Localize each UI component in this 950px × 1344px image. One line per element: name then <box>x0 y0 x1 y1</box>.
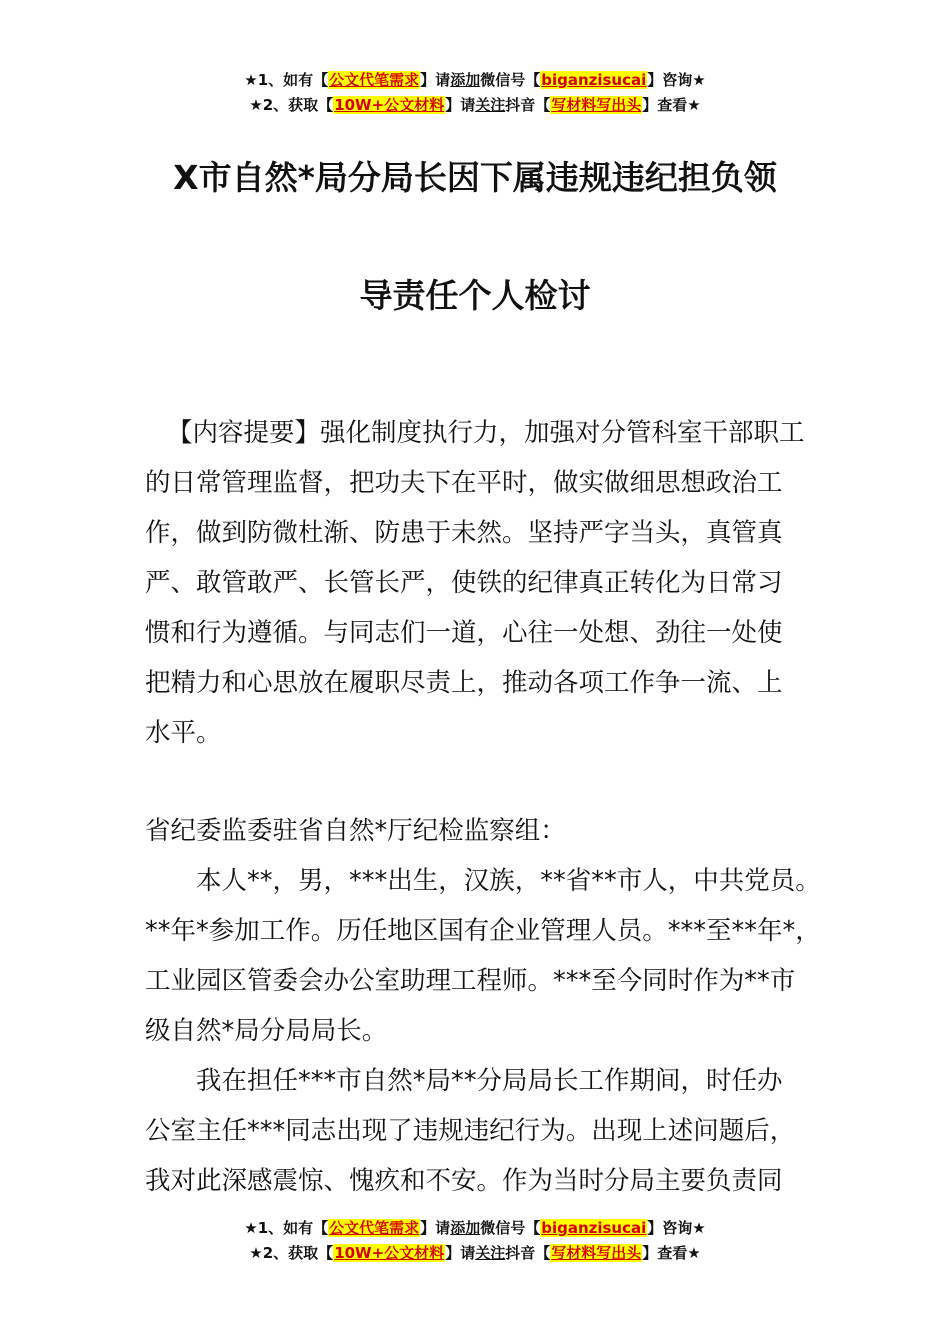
banner-text: 】请 <box>420 71 451 89</box>
salutation <box>145 806 810 856</box>
materials-highlight: 10W+公文材料 <box>334 96 445 114</box>
document-title-line-1: X市自然*局分局长因下属违规违纪担负领 <box>173 158 777 197</box>
banner-text: 】请 <box>445 1244 476 1262</box>
summary-line: 惯和行为遵循。与同志们一道，心往一处想、劲往一处使 <box>145 618 783 648</box>
bottom-banner <box>0 1216 950 1266</box>
banner-text: 抖音【 <box>505 96 551 114</box>
summary-line: 【内容提要】强化制度执行力，加强对分管科室干部职工 <box>167 418 805 448</box>
summary-line: 把精力和心思放在履职尽责上，推动各项工作争一流、上 <box>145 668 783 698</box>
douyin-account-highlight: 写材料写出头 <box>551 96 642 114</box>
summary-line: 的日常管理监督，把功夫下在平时，做实做细思想政治工 <box>145 468 783 498</box>
summary-paragraph <box>145 408 810 758</box>
banner-text: 】咨询★ <box>647 1219 706 1237</box>
banner-text: 】咨询★ <box>647 71 706 89</box>
douyin-account-highlight: 写材料写出头 <box>551 1244 642 1262</box>
banner-text: ★1、如有【 <box>244 71 329 89</box>
service-highlight: 公文代笔需求 <box>329 1219 420 1237</box>
document-title-line-2: 导责任个人检讨 <box>359 276 591 315</box>
summary-line: 作，做到防微杜渐、防患于未然。坚持严字当头，真管真 <box>145 518 783 548</box>
banner-text: ★1、如有【 <box>244 1219 329 1237</box>
banner-text: 】查看★ <box>642 1244 701 1262</box>
banner-line-2 <box>0 1241 950 1266</box>
body-line: 本人**，男，***出生，汉族，**省**市人，中共党员。 <box>196 866 821 896</box>
banner-text: 微信号【 <box>480 71 541 89</box>
wechat-id-highlight: biganzisucai <box>541 1219 647 1237</box>
banner-text: 微信号【 <box>480 1219 541 1237</box>
body-line: 我对此深感震惊、愧疚和不安。作为当时分局主要负责同 <box>145 1166 783 1196</box>
summary-line: 严、敢管敢严、长管长严，使铁的纪律真正转化为日常习 <box>145 568 783 598</box>
body-paragraph-1 <box>145 856 821 1056</box>
banner-line-1 <box>0 68 950 93</box>
body-line: 工业园区管委会办公室助理工程师。***至今同时作为**市 <box>145 966 796 996</box>
banner-text: ★2、获取【 <box>249 1244 334 1262</box>
salutation-text: 省纪委监委驻省自然*厅纪检监察组： <box>145 816 566 846</box>
banner-text: 】查看★ <box>642 96 701 114</box>
banner-text: ★2、获取【 <box>249 96 334 114</box>
body-line: 公室主任***同志出现了违规违纪行为。出现上述问题后， <box>145 1116 796 1146</box>
follow-underlined: 关注 <box>475 96 506 114</box>
banner-line-1 <box>0 1216 950 1241</box>
banner-text: 抖音【 <box>505 1244 551 1262</box>
banner-text: 】请 <box>420 1219 451 1237</box>
body-line: **年*参加工作。历任地区国有企业管理人员。***至**年*， <box>145 916 821 946</box>
body-paragraph-2 <box>145 1056 810 1206</box>
summary-line: 水平。 <box>145 718 222 748</box>
materials-highlight: 10W+公文材料 <box>334 1244 445 1262</box>
follow-underlined: 关注 <box>475 1244 506 1262</box>
banner-text: 】请 <box>445 96 476 114</box>
body-line: 级自然*局分局局长。 <box>145 1016 388 1046</box>
banner-line-2 <box>0 93 950 118</box>
body-line: 我在担任***市自然*局**分局局长工作期间，时任办 <box>196 1066 783 1096</box>
wechat-id-highlight: biganzisucai <box>541 71 647 89</box>
service-highlight: 公文代笔需求 <box>329 71 420 89</box>
add-underlined: 添加 <box>450 1219 481 1237</box>
add-underlined: 添加 <box>450 71 481 89</box>
top-banner <box>0 68 950 118</box>
